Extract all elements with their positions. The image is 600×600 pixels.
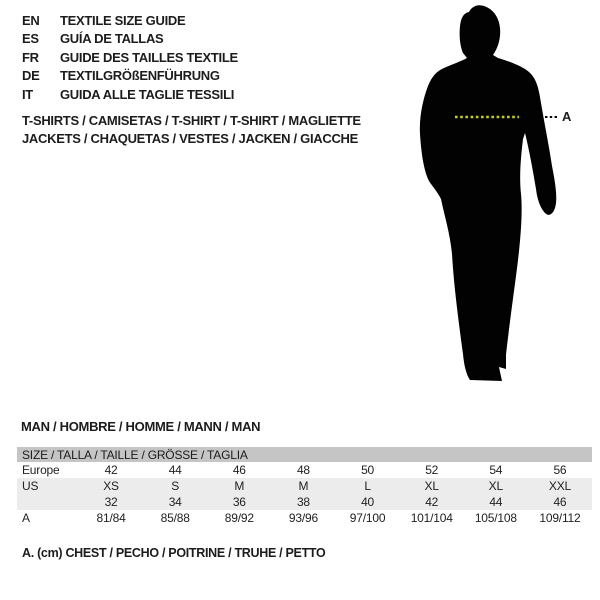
language-code: ES — [22, 31, 39, 47]
size-table-header-row — [17, 447, 592, 462]
size-cell: 36 — [232, 495, 246, 509]
size-cell: 46 — [553, 495, 567, 509]
size-cell: 109/112 — [539, 511, 581, 525]
category-jackets: JACKETS / CHAQUETAS / VESTES / JACKEN / GIACCHE — [22, 131, 358, 146]
language-row — [22, 67, 238, 86]
size-cell: 34 — [168, 495, 182, 509]
language-code: FR — [22, 49, 39, 65]
language-row — [22, 11, 238, 30]
table-row-europe — [17, 462, 592, 478]
measurement-a-label: A — [562, 109, 572, 124]
size-cell: 101/104 — [410, 511, 453, 525]
size-cell: 52 — [425, 463, 439, 477]
size-table — [17, 447, 592, 526]
size-cell: XS — [103, 479, 119, 493]
language-code: IT — [22, 86, 33, 102]
language-title: TEXTILE SIZE GUIDE — [60, 12, 186, 28]
size-cell: M — [234, 479, 245, 493]
man-silhouette-graphic — [405, 2, 580, 402]
size-cell: XXL — [548, 479, 571, 493]
size-cell: 32 — [104, 495, 118, 509]
size-cell: 50 — [361, 463, 375, 477]
language-code: DE — [22, 68, 40, 84]
size-cell: 105/108 — [474, 511, 517, 525]
size-cell: S — [171, 479, 180, 493]
size-cell: M — [298, 479, 309, 493]
row-label: US — [22, 479, 39, 493]
size-cell: 44 — [168, 463, 182, 477]
language-row — [22, 48, 238, 67]
size-cell: L — [364, 479, 371, 493]
language-title: TEXTILGRÖßENFÜHRUNG — [60, 68, 220, 84]
size-cell: 38 — [296, 495, 310, 509]
size-cell: 54 — [489, 463, 503, 477]
category-tshirts: T-SHIRTS / CAMISETAS / T-SHIRT / T-SHIRT / MAGLIETTE — [22, 113, 361, 128]
size-cell: 97/100 — [349, 511, 386, 525]
row-label — [17, 494, 79, 510]
garment-categories — [22, 112, 361, 148]
section-title-man: MAN / HOMBRE / HOMME / MANN / MAN — [21, 419, 261, 434]
size-cell: 42 — [425, 495, 439, 509]
table-row-chest-cm — [17, 510, 592, 526]
size-table-header: SIZE / TALLA / TAILLE / GRÖSSE / TAGLIA — [17, 447, 592, 462]
size-cell: 46 — [232, 463, 246, 477]
size-cell: 56 — [553, 463, 567, 477]
measurement-footnote: A. (cm) CHEST / PECHO / POITRINE / TRUHE / PETTO — [22, 546, 326, 560]
man-silhouette — [420, 5, 556, 381]
language-row — [22, 85, 238, 104]
size-cell: 89/92 — [224, 511, 254, 525]
size-cell: XL — [488, 479, 503, 493]
row-label: A — [22, 511, 30, 525]
size-cell: 42 — [104, 463, 118, 477]
size-cell: 93/96 — [288, 511, 318, 525]
size-cell: 81/84 — [96, 511, 126, 525]
language-title: GUÍA DE TALLAS — [60, 31, 164, 47]
size-cell: 85/88 — [160, 511, 190, 525]
size-cell: 48 — [296, 463, 310, 477]
language-code: EN — [22, 12, 40, 28]
table-row-numeric — [17, 494, 592, 510]
row-label: Europe — [22, 463, 60, 477]
language-title: GUIDE DES TAILLES TEXTILE — [60, 49, 238, 65]
size-cell: XL — [424, 479, 439, 493]
language-row — [22, 30, 238, 49]
table-row-us — [17, 478, 592, 494]
language-list — [22, 11, 238, 104]
language-title: GUIDA ALLE TAGLIE TESSILI — [60, 86, 235, 102]
size-cell: 44 — [489, 495, 503, 509]
size-cell: 40 — [361, 495, 375, 509]
